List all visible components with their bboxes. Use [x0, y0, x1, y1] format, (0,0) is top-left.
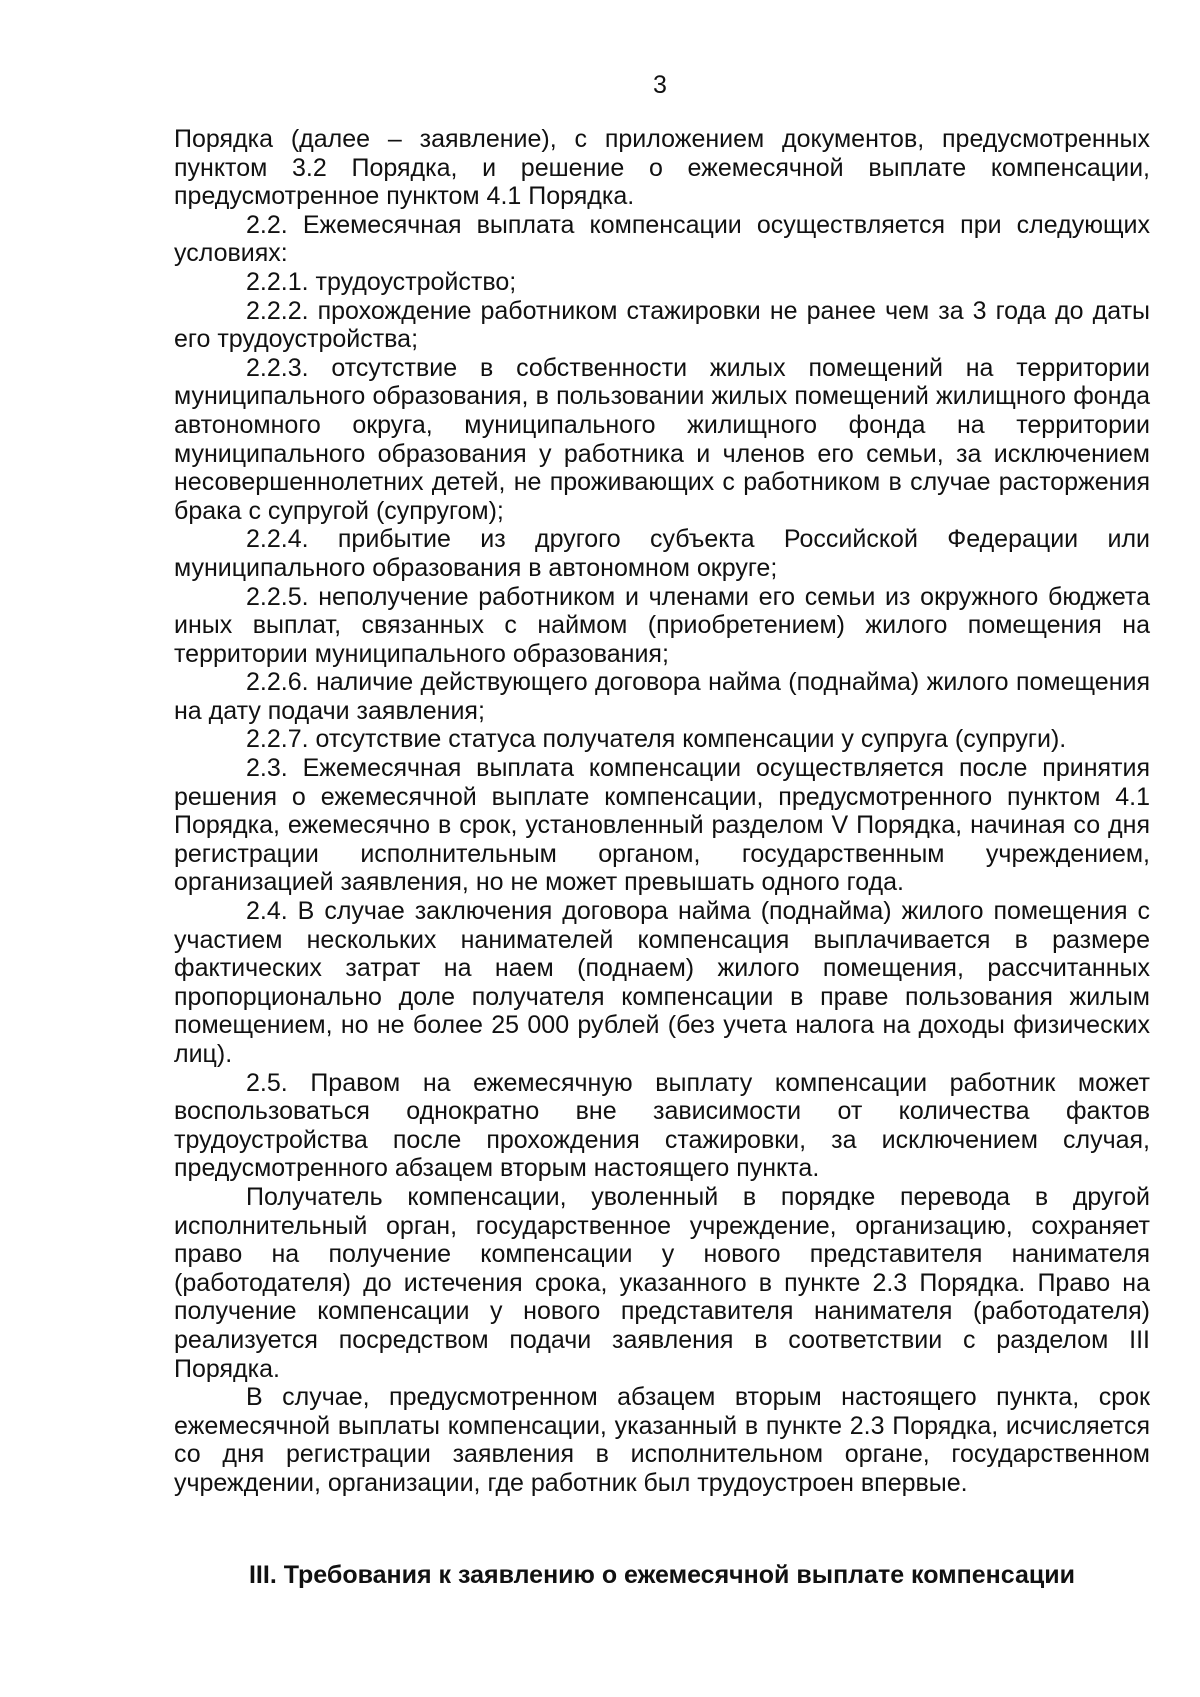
paragraph-2-2-1: 2.2.1. трудоустройство;: [246, 267, 517, 296]
paragraph-2-2-2: 2.2.2. прохождение работником стажировки не ранее чем за 3 года до даты его трудоустройства;: [174, 296, 1150, 354]
paragraph-2-5-third: В случае, предусмотренном абзацем вторым настоящего пункта, срок ежемесячной выплаты компенсации, указанный в пункте 2.3 Порядка, исчисляется со дня регистрации заявления в исполнительном органе, государственном учреждении, организации, где работник был трудоустроен впервые.: [174, 1383, 1150, 1497]
paragraph-2-2: 2.2. Ежемесячная выплата компенсации осуществляется при следующих условиях:: [174, 210, 1150, 268]
section-heading: III. Требования к заявлению о ежемесячной выплате компенсации: [248, 1561, 1075, 1589]
document-body: [174, 125, 1150, 1498]
paragraph-2-2-7: 2.2.7. отсутствие статуса получателя компенсации у супруга (супруги).: [246, 725, 1067, 754]
paragraph-2-5-second: Получатель компенсации, уволенный в порядке перевода в другой исполнительный орган, государственное учреждение, организацию, сохраняет право на получение компенсации у нового представителя нанимателя (работодателя) до истечения срока, указанного в пункте 2.3 Порядка. Право на получение компенсации у нового представителя нанимателя (работодателя) реализуется посредством подачи заявления в соответствии с разделом III Порядка.: [174, 1182, 1150, 1383]
paragraph-2-3: 2.3. Ежемесячная выплата компенсации осуществляется после принятия решения о ежемесячной выплате компенсации, предусмотренного пунктом 4.1 Порядка, ежемесячно в срок, установленный разделом V Порядка, начиная со дня регистрации исполнительным органом, государственным учреждением, организацией заявления, но не может превышать одного года.: [174, 754, 1150, 897]
paragraph-2-2-4: 2.2.4. прибытие из другого субъекта Российской Федерации или муниципального образования в автономном округе;: [174, 525, 1150, 582]
page-number: 3: [653, 71, 667, 99]
paragraph-2-2-3: 2.2.3. отсутствие в собственности жилых помещений на территории муниципального образования, в пользовании жилых помещений жилищного фонда автономного округа, муниципального жилищного фонда на территории муниципального образования у работника и членов его семьи, за исключением несовершеннолетних детей, не проживающих с работником в случае расторжения брака с супругой (супругом);: [174, 353, 1150, 525]
paragraph-2-2-6: 2.2.6. наличие действующего договора найма (поднайма) жилого помещения на дату подачи заявления;: [174, 668, 1150, 725]
paragraph-2-2-5: 2.2.5. неполучение работником и членами его семьи из окружного бюджета иных выплат, связанных с наймом (приобретением) жилого помещения на территории муниципального образования;: [174, 582, 1150, 668]
paragraph-continuation: Порядка (далее – заявление), с приложением документов, предусмотренных пунктом 3.2 Порядка, и решение о ежемесячной выплате компенсации, предусмотренное пунктом 4.1 Порядка.: [174, 125, 1150, 211]
paragraph-2-5: 2.5. Правом на ежемесячную выплату компенсации работник может воспользоваться однократно вне зависимости от количества фактов трудоустройства после прохождения стажировки, за исключением случая, предусмотренного абзацем вторым настоящего пункта.: [174, 1068, 1150, 1183]
paragraph-2-4: 2.4. В случае заключения договора найма (поднайма) жилого помещения с участием нескольких нанимателей компенсация выплачивается в размере фактических затрат на наем (поднаем) жилого помещения, рассчитанных пропорционально доле получателя компенсации в праве пользования жилым помещением, но не более 25 000 рублей (без учета налога на доходы физических лиц).: [174, 897, 1150, 1068]
